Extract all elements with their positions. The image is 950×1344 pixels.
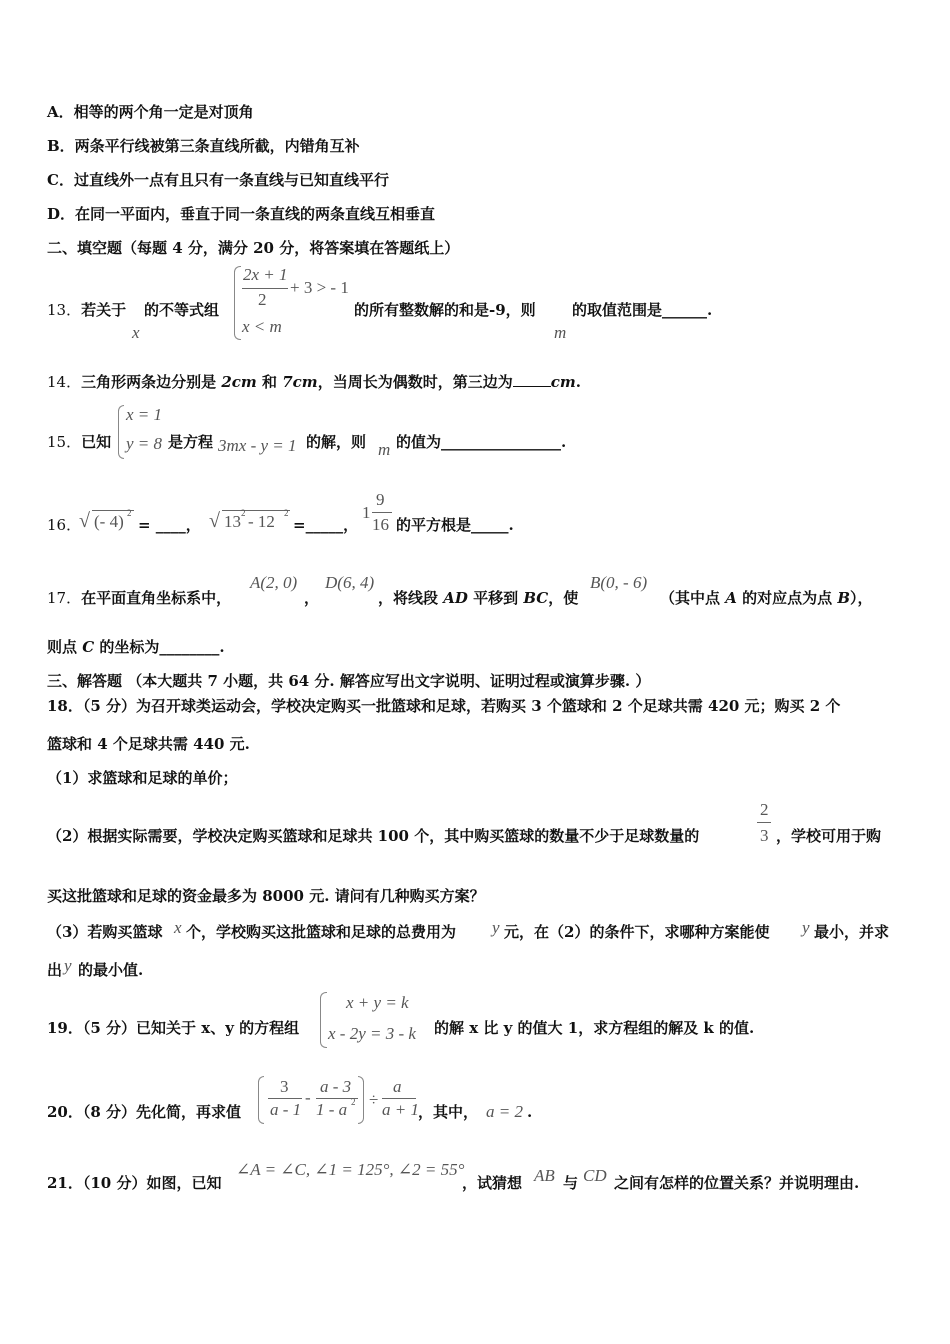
q16-sqrt2-exp-b: 2	[284, 508, 289, 518]
q13-ineq1-rest: + 3 > - 1	[290, 278, 349, 297]
q20-paren-right	[358, 1076, 364, 1124]
option-d: D．在同一平面内，垂直于同一条直线的两条直线互相垂直	[47, 205, 436, 223]
q20-text-2: ，其中，	[418, 1103, 479, 1121]
option-c: C．过直线外一点有且只有一条直线与已知直线平行	[47, 171, 389, 189]
q20-minus: -	[305, 1088, 311, 1107]
q17-point-d: D(6, 4)	[325, 573, 375, 592]
q13-ineq1-denominator: 2	[258, 290, 267, 309]
q18-var-y-3: y	[64, 956, 72, 975]
q18-line-2: 篮球和 4 个足球共需 440 元.	[47, 735, 250, 753]
q18-part-2-line-2: 买这批篮球和足球的资金最多为 8000 元. 请问有几种购买方案？	[47, 887, 485, 905]
q19-system-brace	[320, 992, 327, 1048]
q19-text-2: 的解 x 比 y 的值大 1，求方程组的解及 k 的值.	[434, 1019, 755, 1037]
q17-segment-ad: AD	[443, 589, 468, 607]
q20-text-1: 20．（8 分）先化简，再求值	[47, 1103, 242, 1121]
q15-text-4: 的值为________________.	[396, 433, 567, 451]
q21-line-cd: CD	[583, 1166, 607, 1185]
q20-f3-denominator: a + 1	[382, 1100, 419, 1119]
q16-sqrt-icon-1: √	[79, 510, 90, 532]
option-a: A．相等的两个角一定是对顶角	[47, 103, 254, 121]
q13-ineq1-numerator: 2x + 1	[243, 265, 288, 284]
q17-point-b: B(0, - 6)	[590, 573, 648, 592]
q13-var-x: x	[132, 323, 140, 342]
q14-number: 14．	[47, 373, 82, 391]
q18-var-y-2: y	[802, 918, 810, 937]
q16-mixed-numerator: 9	[376, 490, 385, 509]
q16-sqrt-icon-2: √	[209, 510, 220, 532]
q18-part-2-b: ，学校可用于购	[776, 827, 882, 845]
q17-text-2: ，将线段	[378, 589, 444, 607]
q20-f2-denominator: 1 - a	[316, 1100, 348, 1119]
q14-unit: cm	[550, 373, 576, 391]
q20-f2-numerator: a - 3	[320, 1077, 352, 1096]
q17-line2-b: 的坐标为________.	[94, 638, 225, 656]
q18-frac-denominator: 3	[760, 826, 769, 845]
q13-text-2: 的不等式组	[144, 301, 220, 319]
q17-text-3: 平移到	[467, 589, 524, 607]
q19-text-1: 19．（5 分）已知关于 x、y 的方程组	[47, 1019, 300, 1037]
q16-part-2	[293, 515, 358, 535]
q17-point-a: A(2, 0)	[250, 573, 298, 592]
q20-f1-numerator: 3	[280, 1077, 289, 1096]
q17-text-b	[378, 588, 578, 608]
q17-comma: ，	[304, 589, 320, 607]
q14-text-2: 和	[256, 373, 283, 391]
q21-text-2: ，试猜想	[462, 1174, 523, 1192]
q18-part-3-line-2-b: 的最小值.	[78, 961, 144, 979]
q13-number: 13．	[47, 301, 82, 319]
q20-f1-bar	[268, 1098, 302, 1099]
q13-var-m: m	[554, 323, 567, 342]
q14-side-2: 7cm	[282, 373, 318, 391]
q14-side-1: 2cm	[221, 373, 257, 391]
q18-part-3-b: 个，学校购买这批篮球和足球的总费用为	[186, 923, 457, 941]
q17-line-2	[47, 637, 225, 657]
q17-text-7: ），	[850, 589, 873, 607]
q16-sqrt1-base: (- 4)	[94, 512, 124, 531]
q16-sqrt-bar-2	[222, 510, 290, 511]
q15-equation: 3mx - y = 1	[218, 436, 297, 455]
q21-text-4: 之间有怎样的位置关系？并说明理由.	[614, 1174, 860, 1192]
q15-text-3: 的解，则	[306, 433, 367, 451]
q16-mixed-denominator: 16	[372, 515, 389, 534]
q17-text-c	[660, 588, 873, 608]
q17-text-5: （其中点	[660, 589, 726, 607]
q14-text-1: 三角形两条边分别是	[81, 373, 222, 391]
q16-equals-1: =	[138, 516, 156, 534]
q15-var-m: m	[378, 440, 391, 459]
question-14	[47, 372, 581, 392]
q17-number: 17．	[47, 589, 82, 607]
q17-line2-a: 则点	[47, 638, 83, 656]
q21-text-1: 21．（10 分）如图，已知	[47, 1174, 222, 1192]
q17-segment-bc: BC	[523, 589, 549, 607]
q16-comma-2: ，	[343, 516, 359, 534]
q18-part-2-a: （2）根据实际需要，学校决定购买篮球和足球共 100 个，其中购买篮球的数量不少于足球数量的	[47, 827, 700, 845]
q17-text-4: ，使	[548, 589, 579, 607]
q18-part-3-d: 最小，并求	[814, 923, 890, 941]
q18-part-3-line-2-a: 出	[47, 961, 63, 979]
q18-frac-bar	[757, 822, 771, 823]
q14-answer-blank	[513, 372, 551, 387]
q16-text-1: 的平方根是_____.	[396, 516, 514, 534]
q19-eq1: x + y = k	[346, 993, 409, 1012]
option-b: B．两条平行线被第三条直线所截，内错角互补	[47, 137, 360, 155]
q21-line-ab: AB	[534, 1166, 555, 1185]
q18-line-1: 18．（5 分）为召开球类运动会，学校决定购买一批篮球和足球，若购买 3 个篮球和 2 个足球共需 420 元；购买 2 个	[47, 697, 841, 715]
q16-sqrt1-exp: 2	[127, 508, 132, 518]
q18-part-3-a: （3）若购买篮球	[47, 923, 163, 941]
q16-sqrt2-exp-a: 2	[241, 508, 246, 518]
q15-number: 15．	[47, 433, 82, 451]
q17-text-6: 的对应点为点	[736, 589, 838, 607]
q20-f3-numerator: a	[393, 1077, 402, 1096]
q13-text-4: 的取值范围是______.	[572, 301, 713, 319]
q13-text-3: 的所有整数解的和是-9，则	[354, 301, 536, 319]
q16-part-1	[138, 515, 201, 535]
q17-point-a-label: A	[725, 589, 737, 607]
q20-f3-bar	[382, 1098, 416, 1099]
q16-sqrt2-b: - 12	[248, 512, 275, 531]
q13-fraction-bar	[242, 288, 288, 289]
q13-system-brace	[234, 266, 241, 340]
q20-condition: a = 2	[486, 1102, 523, 1121]
q16-comma-1: ，	[185, 516, 201, 534]
q13-text-a	[47, 300, 126, 320]
q16-blank-1: ____	[155, 516, 186, 534]
section3-title: 三、解答题 （本大题共 7 小题，共 64 分. 解答应写出文字说明、证明过程或演算步骤. ）	[47, 672, 651, 690]
q20-f2-denominator-exp: 2	[351, 1097, 356, 1107]
q20-text-3: .	[527, 1103, 533, 1121]
q18-var-y-1: y	[492, 918, 500, 937]
q19-eq2: x - 2y = 3 - k	[328, 1024, 416, 1043]
q15-eq1: x = 1	[126, 405, 163, 424]
q16-number: 16．	[47, 516, 82, 534]
q16-equals-2: =_____	[293, 516, 344, 534]
q15-system-brace	[118, 405, 124, 459]
q15-eq2: y = 8	[126, 434, 163, 453]
q13-text-1: 若关于	[81, 301, 127, 319]
q18-part-1: （1）求篮球和足球的单价；	[47, 769, 238, 787]
q21-text-3: 与	[563, 1174, 579, 1192]
q21-condition: ∠A = ∠C, ∠1 = 125°, ∠2 = 55°	[236, 1160, 465, 1179]
q13-ineq2: x < m	[242, 317, 282, 336]
q14-text-3: ，当周长为偶数时，第三边为	[317, 373, 513, 391]
q17-text-a	[47, 588, 231, 608]
q16-mixed-integer: 1	[362, 503, 371, 522]
q18-frac-numerator: 2	[760, 800, 769, 819]
q15-text-1: 已知	[81, 433, 112, 451]
q17-point-c-label: C	[82, 638, 95, 656]
q20-f1-denominator: a - 1	[270, 1100, 302, 1119]
q18-part-3-c: 元，在（2）的条件下，求哪种方案能使	[504, 923, 770, 941]
q20-divide: ÷	[369, 1090, 379, 1109]
q18-var-x: x	[174, 918, 182, 937]
q17-point-b-label: B	[837, 589, 851, 607]
q14-period: .	[575, 373, 581, 391]
q16-sqrt2-a: 13	[224, 512, 241, 531]
q16-mixed-bar	[372, 512, 392, 513]
q15-text-2: 是方程	[168, 433, 214, 451]
q20-paren-left	[258, 1076, 264, 1124]
q17-text-1: 在平面直角坐标系中，	[81, 589, 232, 607]
q15-text-a	[47, 432, 111, 452]
section2-title: 二、填空题（每题 4 分，满分 20 分，将答案填在答题纸上）	[47, 239, 460, 257]
